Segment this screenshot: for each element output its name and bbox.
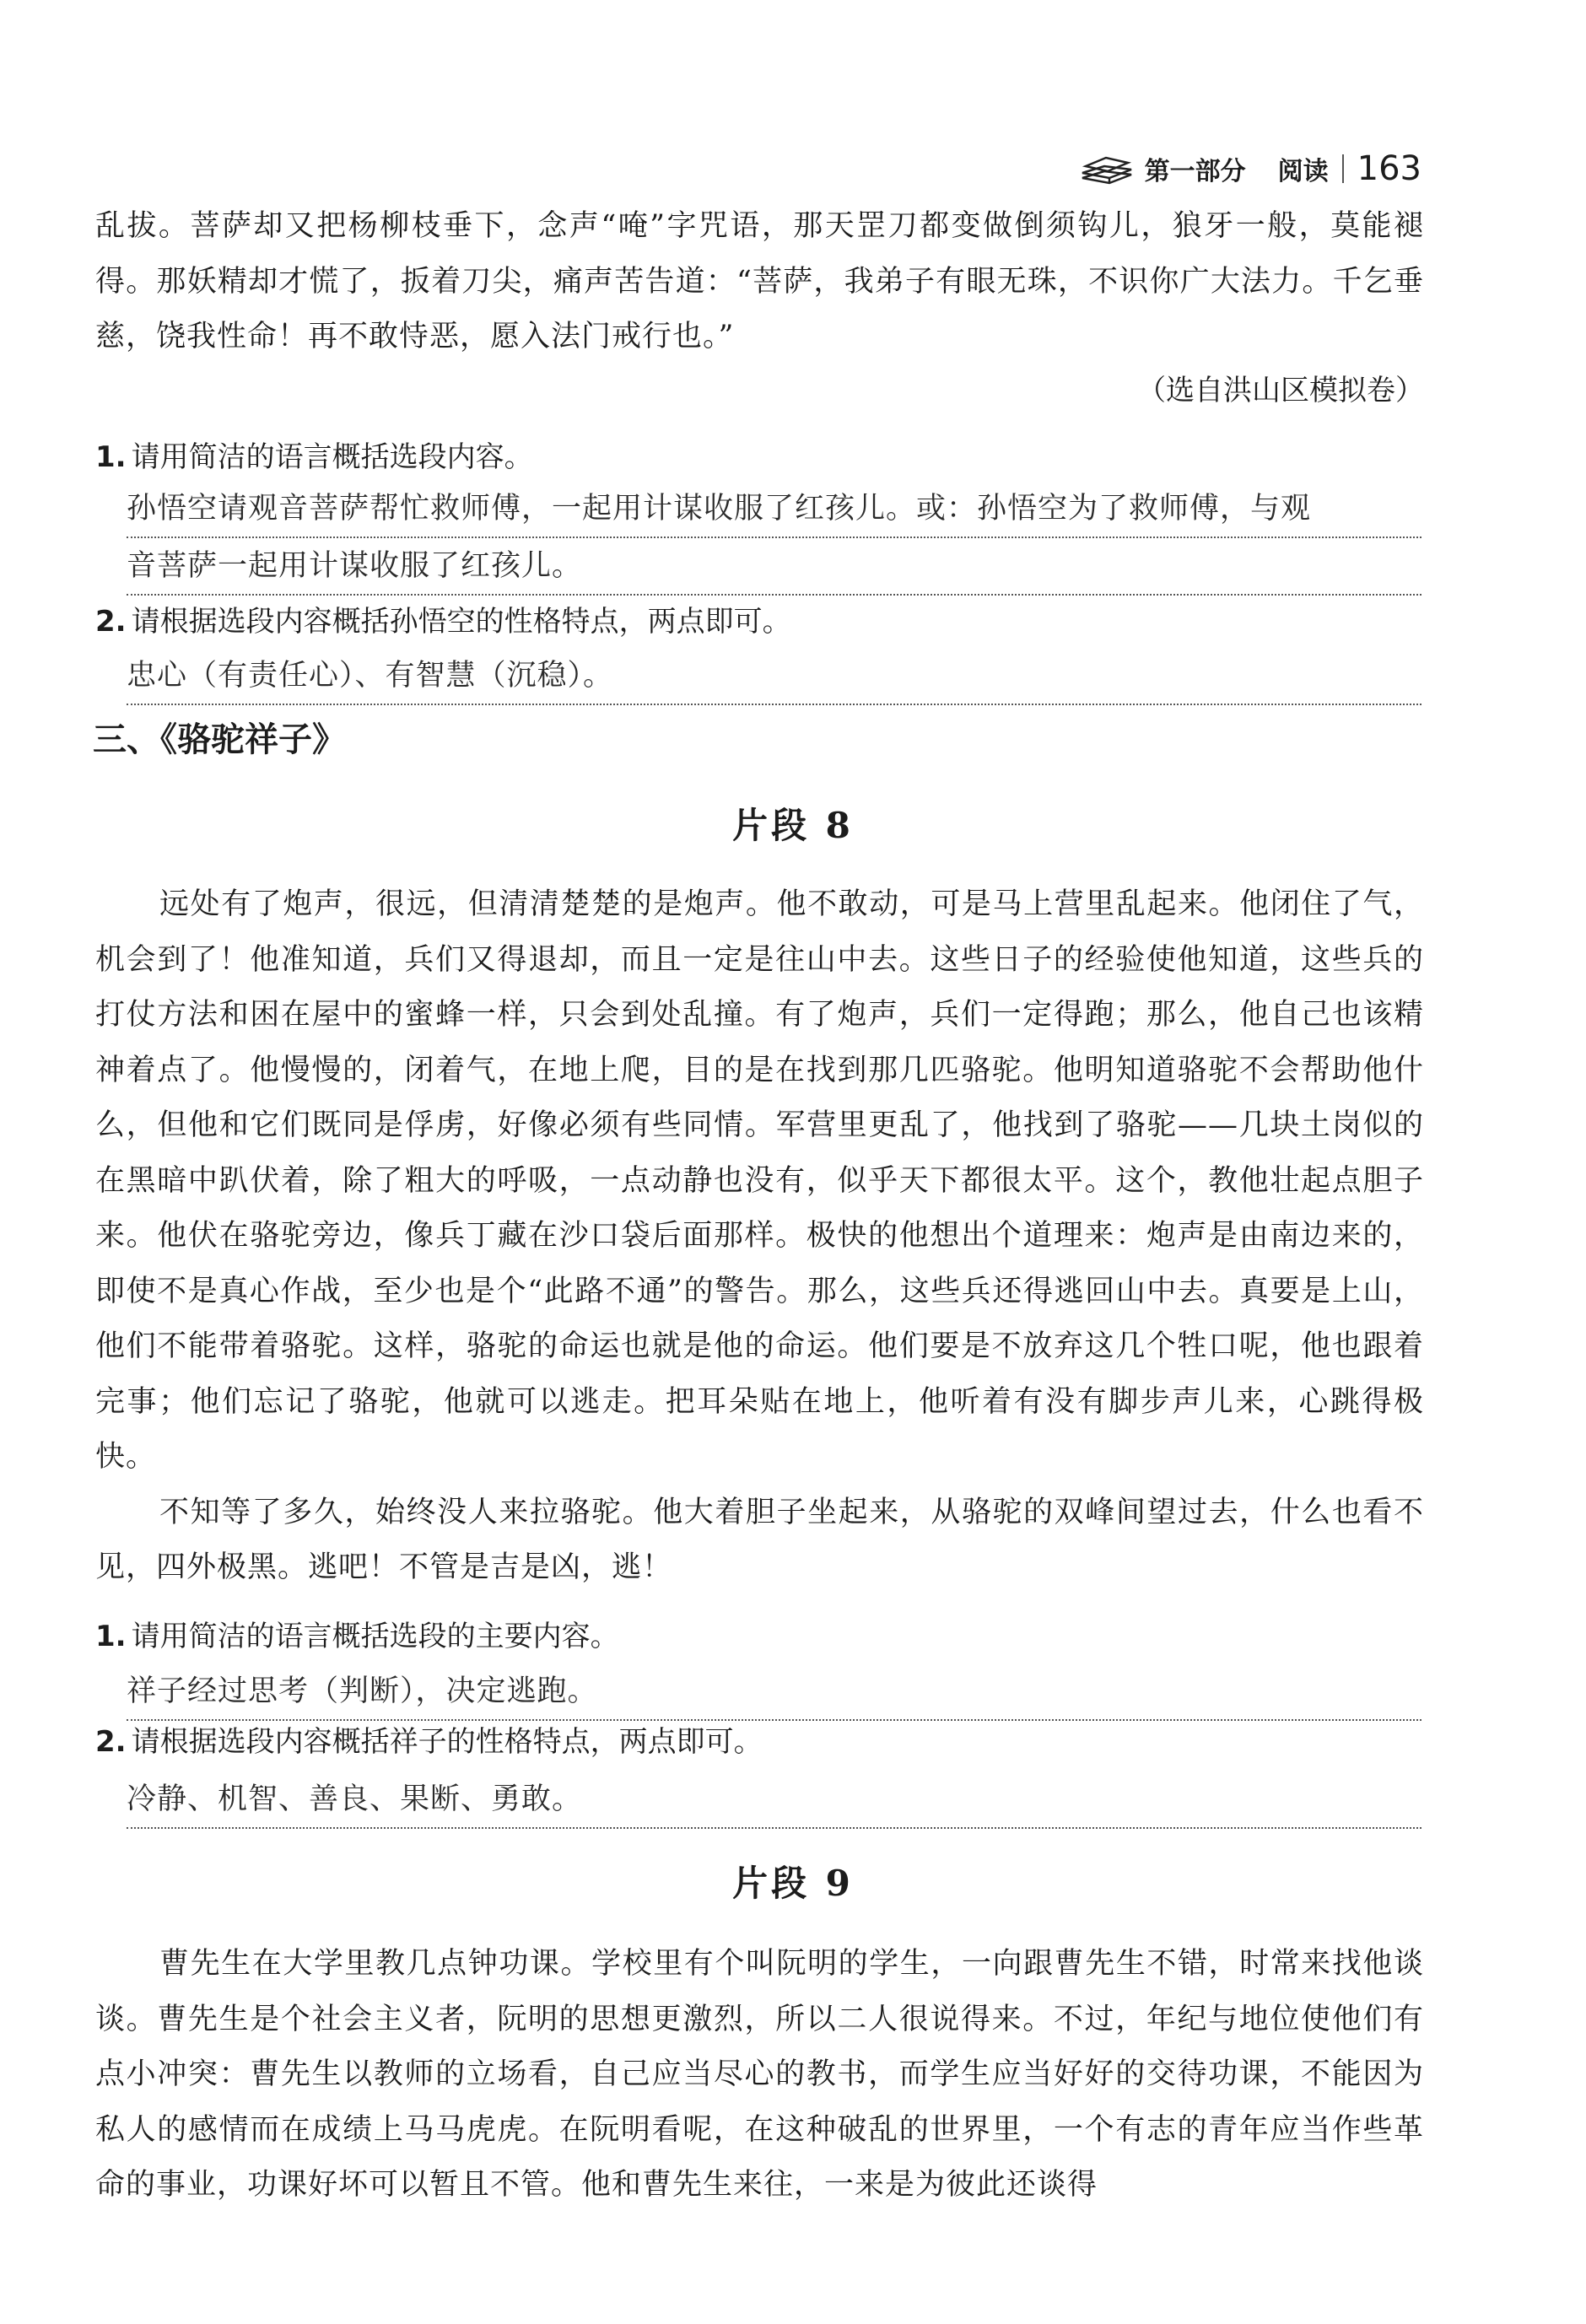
answer-line: 祥子经过思考（判断），决定逃跑。 xyxy=(127,1663,1421,1721)
answer-line: 忠心（有责任心）、有智慧（沉稳）。 xyxy=(127,648,1421,705)
question-number: 2. xyxy=(95,605,127,639)
fragment-8-question-1 xyxy=(95,1615,619,1658)
answer-line: 孙悟空请观音菩萨帮忙救师傅，一起用计谋收服了红孩儿。或：孙悟空为了救师傅，与观 xyxy=(127,481,1421,538)
question-number: 1. xyxy=(95,1620,127,1653)
passage-text: 乱拔。菩萨却又把杨柳枝垂下，念声“唵”字咒语，那天罡刀都变做倒须钩儿，狼牙一般，莫能褪得。那妖精却才慌了，扳着刀尖，痛声苦告道：“菩萨，我弟子有眼无珠，不识你广大法力。千乞垂慈，饶我性命！再不敢恃恶，愿入法门戒行也。” xyxy=(95,209,1424,353)
passage-continuation xyxy=(95,199,1424,365)
passage-source: （选自洪山区模拟卷） xyxy=(1137,374,1424,407)
page-number: 163 xyxy=(1357,149,1421,188)
header-part-label: 第一部分 xyxy=(1144,157,1246,186)
answer-line: 音菩萨一起用计谋收服了红孩儿。 xyxy=(127,538,1421,596)
fragment-8-answer-2 xyxy=(127,1771,1421,1829)
question-text: 请用简洁的语言概括选段的主要内容。 xyxy=(131,1620,619,1653)
question-text: 请根据选段内容概括祥子的性格特点，两点即可。 xyxy=(131,1725,763,1759)
question-number: 2. xyxy=(95,1725,127,1759)
header-section-label: 阅读 xyxy=(1277,157,1329,186)
running-header xyxy=(1079,143,1421,194)
section-heading: 三、《骆驼祥子》 xyxy=(93,720,346,759)
fragment-8-answer-1 xyxy=(127,1663,1421,1721)
question-text: 请用简洁的语言概括选段内容。 xyxy=(131,440,533,474)
fragment-8-question-2 xyxy=(95,1721,763,1763)
fragment-8-paragraph-1: 远处有了炮声，很远，但清清楚楚的是炮声。他不敢动，可是马上营里乱起来。他闭住了气，机会到了！他准知道，兵们又得退却，而且一定是往山中去。这些日子的经验使他知道，这些兵的打仗方法和困在屋中的蜜蜂一样，只会到处乱撞。有了炮声，兵们一定得跑；那么，他自己也该精神着点了。他慢慢的，闭着气，在地上爬，目的是在找到那几匹骆驼。他明知道骆驼不会帮助他什么，但他和它们既同是俘虏，好像必须有些同情。军营里更乱了，他找到了骆驼——几块土岗似的在黑暗中趴伏着，除了粗大的呼吸，一点动静也没有，似乎天下都很太平。这个，教他壮起点胆子来。他伏在骆驼旁边，像兵丁藏在沙口袋后面那样。极快的他想出个道理来：炮声是由南边来的，即使不是真心作战，至少也是个“此路不通”的警告。那么，这些兵还得逃回山中去。真要是上山，他们不能带着骆驼。这样，骆驼的命运也就是他的命运。他们要是不放弃这几个牲口呢，他也跟着完事；他们忘记了骆驼，他就可以逃走。把耳朵贴在地上，他听着有没有脚步声儿来，心跳得极快。 xyxy=(95,887,1424,1474)
header-divider xyxy=(1342,154,1344,183)
fragment-9-title: 片段 9 xyxy=(732,1863,854,1904)
fragment-8-title: 片段 8 xyxy=(732,805,854,846)
question-number: 1. xyxy=(95,440,127,474)
question-text: 请根据选段内容概括孙悟空的性格特点，两点即可。 xyxy=(131,605,791,639)
question-1 xyxy=(95,436,533,478)
fragment-8-paragraph-2: 不知等了多久，始终没人来拉骆驼。他大着胆子坐起来，从骆驼的双峰间望过去，什么也看不见，四外极黑。逃吧！不管是吉是凶，逃！ xyxy=(95,1495,1424,1584)
answer-2 xyxy=(127,648,1421,705)
answer-1 xyxy=(127,481,1421,596)
question-2 xyxy=(95,601,791,643)
answer-line: 冷静、机智、善良、果断、勇敢。 xyxy=(127,1771,1421,1829)
fragment-9-paragraph-1: 曹先生在大学里教几点钟功课。学校里有个叫阮明的学生，一向跟曹先生不错，时常来找他谈谈。曹先生是个社会主义者，阮明的思想更激烈，所以二人很说得来。不过，年纪与地位使他们有点小冲突：曹先生以教师的立场看，自己应当尽心的教书，而学生应当好好的交待功课，不能因为私人的感情而在成绩上马马虎虎。在阮明看呢，在这种破乱的世界里，一个有志的青年应当作些革命的事业，功课好坏可以暂且不管。他和曹先生来往，一来是为彼此还谈得 xyxy=(95,1947,1424,2202)
fragment-8-body xyxy=(95,877,1424,1596)
fragment-9-body xyxy=(95,1937,1424,2213)
book-icon xyxy=(1079,153,1136,185)
